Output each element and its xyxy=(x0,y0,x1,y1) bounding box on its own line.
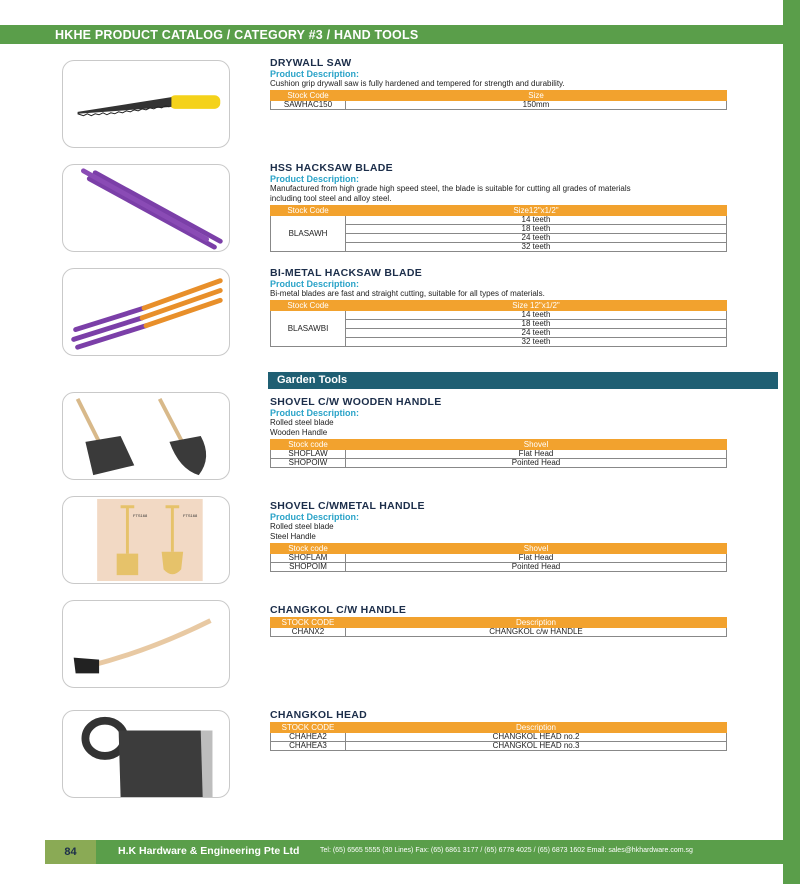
product-title: SHOVEL C/WMETAL HANDLE xyxy=(270,500,425,512)
bimetal-hacksaw-blade-image xyxy=(62,268,230,356)
product-bimetal-hacksaw-blade xyxy=(270,267,727,347)
product-description-label: Product Description: xyxy=(270,279,360,289)
product-description-label: Product Description: xyxy=(270,174,360,184)
hss-hacksaw-blade-image xyxy=(62,164,230,252)
section-header-garden-tools: Garden Tools xyxy=(268,372,778,389)
product-shovel-wooden-handle xyxy=(270,396,727,468)
product-title: DRYWALL SAW xyxy=(270,57,352,69)
col-header: STOCK CODE xyxy=(271,723,346,733)
table-row: SHOPOIW Pointed Head xyxy=(271,459,727,468)
table-row: CHAHEA2 CHANGKOL HEAD no.2 xyxy=(271,733,727,742)
col-header: Stock Code xyxy=(271,301,346,311)
contact-info: Tel: (65) 6565 5555 (30 Lines) Fax: (65) 6861 3177 / (65) 6778 4025 / (65) 6873 1602 Email: sales@hkhardware.com.sg xyxy=(320,847,693,854)
product-description: including tool steel and alloy steel. xyxy=(270,194,392,203)
product-description: Manufactured from high grade high speed steel, the blade is suitable for cutting all grades of materials xyxy=(270,184,631,193)
col-header: STOCK CODE xyxy=(271,618,346,628)
col-header: Size xyxy=(346,91,727,101)
spec-table xyxy=(270,90,727,110)
table-row: SHOFLAM Flat Head xyxy=(271,554,727,563)
product-title: CHANGKOL HEAD xyxy=(270,709,368,721)
table-row: CHANX2 CHANGKOL c/w HANDLE xyxy=(271,628,727,637)
col-header: Shovel xyxy=(346,544,727,554)
product-description: Bi-metal blades are fast and straight cutting, suitable for all types of materials. xyxy=(270,289,545,298)
table-row: 18 teeth xyxy=(271,225,727,234)
catalog-header: HKHE PRODUCT CATALOG / CATEGORY #3 / HAND TOOLS xyxy=(0,25,783,44)
product-description-label: Product Description: xyxy=(270,512,360,522)
product-changkol-with-handle xyxy=(270,604,727,637)
table-row: BLASAWBI 14 teeth xyxy=(271,311,727,320)
table-row: 18 teeth xyxy=(271,320,727,329)
page-number: 84 xyxy=(45,840,96,864)
spec-table xyxy=(270,543,727,572)
changkol-with-handle-image xyxy=(62,600,230,688)
spec-table xyxy=(270,439,727,468)
table-row: SAWHAC150 150mm xyxy=(271,101,727,110)
footer-bar xyxy=(96,840,783,864)
col-header: Description xyxy=(346,723,727,733)
table-row: 24 teeth xyxy=(271,234,727,243)
product-title: CHANGKOL C/W HANDLE xyxy=(270,604,407,616)
table-row: 24 teeth xyxy=(271,329,727,338)
spec-table xyxy=(270,617,727,637)
table-row: SHOFLAW Flat Head xyxy=(271,450,727,459)
drywall-saw-image xyxy=(62,60,230,148)
product-description: Cushion grip drywall saw is fully hardened and tempered for strength and durability. xyxy=(270,79,565,88)
table-row: 32 teeth xyxy=(271,243,727,252)
product-title: BI-METAL HACKSAW BLADE xyxy=(270,267,423,279)
col-header: Shovel xyxy=(346,440,727,450)
product-hss-hacksaw-blade xyxy=(270,162,727,252)
col-header: Stock code xyxy=(271,440,346,450)
col-header: Stock Code xyxy=(271,206,346,216)
product-drywall-saw xyxy=(270,57,727,110)
table-row: BLASAWH 14 teeth xyxy=(271,216,727,225)
col-header: Stock Code xyxy=(271,91,346,101)
page-footer xyxy=(0,840,800,864)
product-description-label: Product Description: xyxy=(270,69,360,79)
product-description: Wooden Handle xyxy=(270,428,328,437)
product-description: Rolled steel blade xyxy=(270,418,334,427)
product-description: Rolled steel blade xyxy=(270,522,334,531)
shovel-wooden-handle-image xyxy=(62,392,230,480)
product-shovel-metal-handle xyxy=(270,500,727,572)
table-row: CHAHEA3 CHANGKOL HEAD no.3 xyxy=(271,742,727,751)
page-edge-stripe xyxy=(783,0,800,884)
col-header: Description xyxy=(346,618,727,628)
col-header: Stock code xyxy=(271,544,346,554)
shovel-tag-label: FTS168 xyxy=(133,513,148,518)
changkol-head-image xyxy=(62,710,230,798)
col-header: Size12"x1/2" xyxy=(346,206,727,216)
table-row: 32 teeth xyxy=(271,338,727,347)
company-name: H.K Hardware & Engineering Pte Ltd xyxy=(118,845,300,857)
col-header: Size 12"x1/2" xyxy=(346,301,727,311)
product-title: HSS HACKSAW BLADE xyxy=(270,162,393,174)
table-row: SHOPOIM Pointed Head xyxy=(271,563,727,572)
product-description: Steel Handle xyxy=(270,532,316,541)
product-title: SHOVEL C/W WOODEN HANDLE xyxy=(270,396,442,408)
spec-table xyxy=(270,722,727,751)
product-description-label: Product Description: xyxy=(270,408,360,418)
spec-table xyxy=(270,205,727,252)
product-changkol-head xyxy=(270,709,727,751)
spec-table xyxy=(270,300,727,347)
shovel-tag-label: FTS168 xyxy=(183,513,198,518)
shovel-metal-handle-image xyxy=(62,496,230,584)
